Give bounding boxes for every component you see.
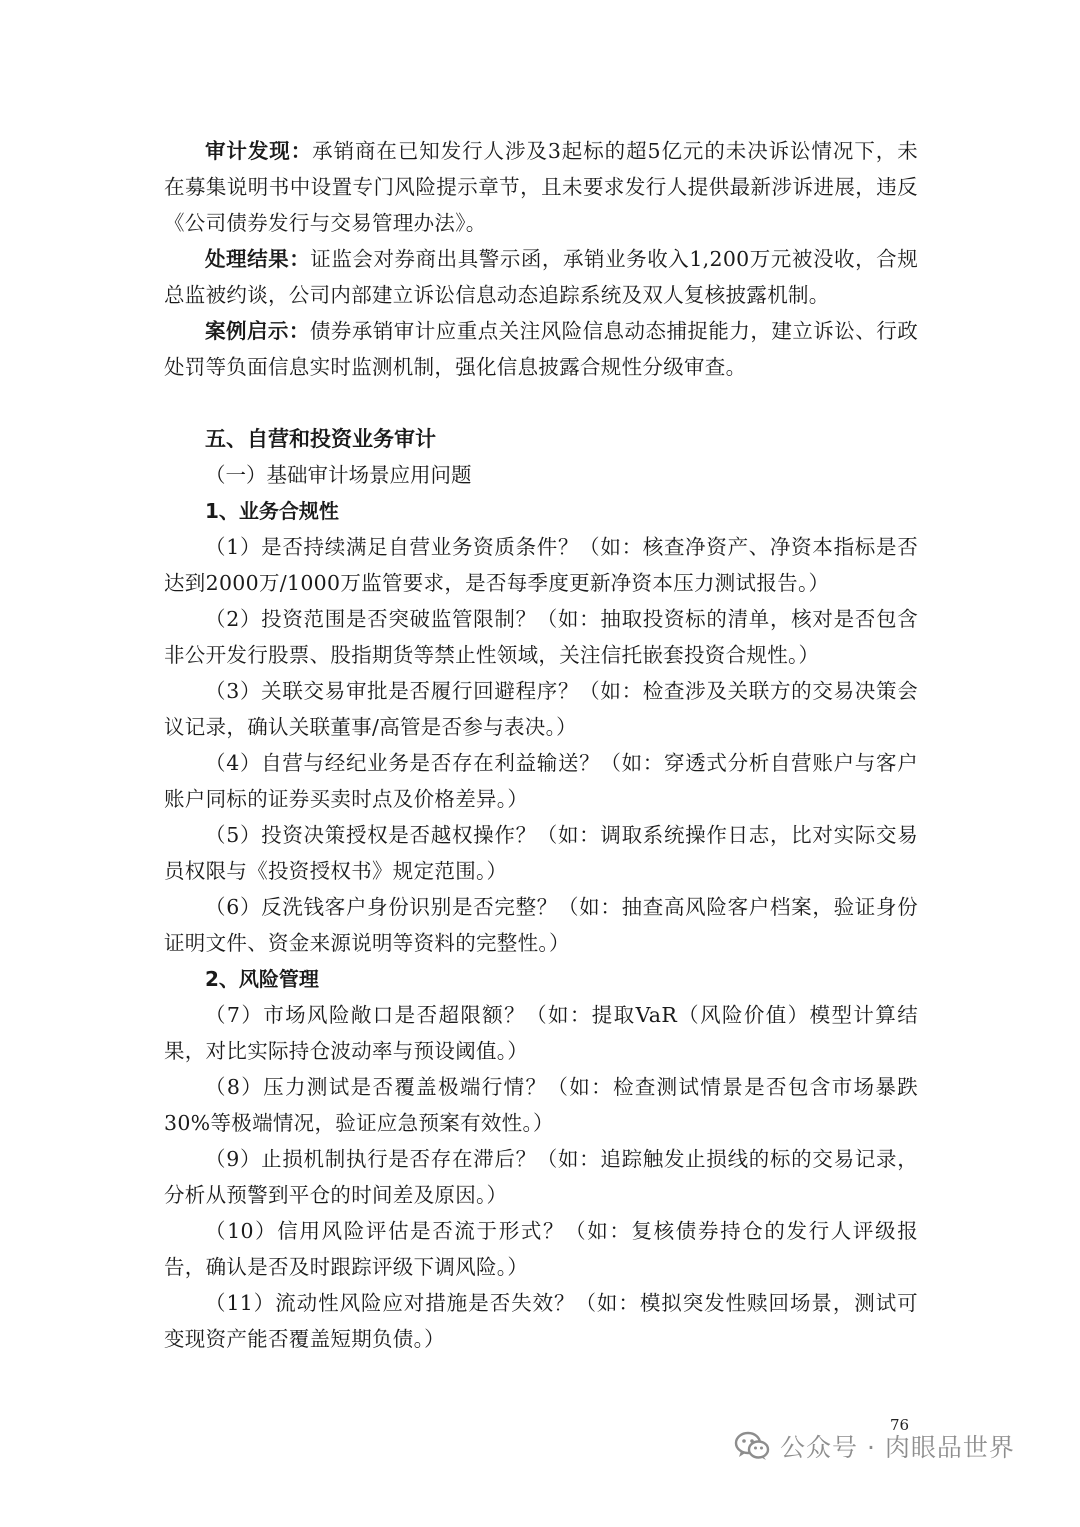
audit-finding-text: 承销商在已知发行人涉及3起标的超5亿元的未决诉讼情况下，未在募集说明书中设置专门风险提示章节，且未要求发行人提供最新涉诉进展，违反《公司债券发行与交易管理办法》。 (164, 139, 918, 235)
lesson-text: 债券承销审计应重点关注风险信息动态捕捉能力，建立诉讼、行政处罚等负面信息实时监测机制，强化信息披露合规性分级审查。 (164, 319, 919, 379)
list-item: （7）市场风险敞口是否超限额？（如：提取VaR（风险价值）模型计算结果，对比实际持仓波动率与预设阈值。） (164, 1003, 918, 1063)
list-item: （3）关联交易审批是否履行回避程序？（如：检查涉及关联方的交易决策会议记录，确认关联董事/高管是否参与表决。） (164, 679, 918, 739)
lesson-paragraph (164, 313, 918, 385)
list-item: （6）反洗钱客户身份识别是否完整？（如：抽查高风险客户档案，验证身份证明文件、资金来源说明等资料的完整性。） (164, 895, 918, 955)
section-subtitle: （一）基础审计场景应用问题 (205, 463, 472, 487)
list-item: （5）投资决策授权是否越权操作？（如：调取系统操作日志，比对实际交易员权限与《投资授权书》规定范围。） (164, 823, 918, 883)
list-item: （9）止损机制执行是否存在滞后？（如：追踪触发止损线的标的交易记录，分析从预警到平仓的时间差及原因。） (164, 1147, 918, 1207)
list-item: （2）投资范围是否突破监管限制？（如：抽取投资标的清单，核对是否包含非公开发行股票、股指期货等禁止性领域，关注信托嵌套投资合规性。） (164, 607, 918, 667)
group-heading-compliance: 1、业务合规性 (205, 499, 339, 523)
section-title: 五、自营和投资业务审计 (205, 427, 436, 451)
list-item: （8）压力测试是否覆盖极端行情？（如：检查测试情景是否包含市场暴跌30%等极端情况，验证应急预案有效性。） (164, 1075, 918, 1135)
watermark-text: 公众号 · 肉眼品世界 (780, 1433, 1015, 1462)
audit-finding-label: 审计发现： (205, 139, 313, 163)
result-label: 处理结果： (205, 247, 311, 271)
page-content (164, 133, 918, 1357)
wechat-icon (734, 1431, 770, 1461)
list-item: （1）是否持续满足自营业务资质条件？（如：核查净资产、净资本指标是否达到2000万/1000万监管要求，是否每季度更新净资本压力测试报告。） (164, 535, 918, 595)
lesson-label: 案例启示： (205, 319, 310, 343)
audit-finding-paragraph (164, 133, 918, 241)
list-item: （11）流动性风险应对措施是否失效？（如：模拟突发性赎回场景，测试可变现资产能否覆盖短期负债。） (164, 1291, 918, 1351)
group-heading-risk: 2、风险管理 (205, 967, 319, 991)
page-number: 76 (890, 1416, 910, 1434)
list-item: （4）自营与经纪业务是否存在利益输送？（如：穿透式分析自营账户与客户账户同标的证券买卖时点及价格差异。） (164, 751, 918, 811)
result-paragraph (164, 241, 918, 313)
watermark (734, 1426, 1015, 1466)
result-text: 证监会对券商出具警示函，承销业务收入1,200万元被没收，合规总监被约谈，公司内部建立诉讼信息动态追踪系统及双人复核披露机制。 (164, 247, 918, 307)
list-item: （10）信用风险评估是否流于形式？（如：复核债券持仓的发行人评级报告，确认是否及时跟踪评级下调风险。） (164, 1219, 918, 1279)
